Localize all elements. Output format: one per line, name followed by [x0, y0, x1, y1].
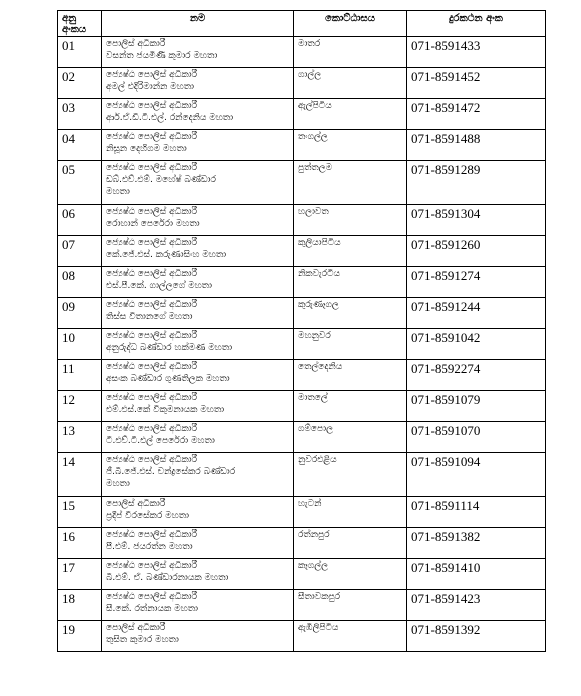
phone-cell: 071-8591289: [407, 161, 546, 205]
phone-cell: 071-8591488: [407, 130, 546, 161]
division-cell: නිකවැරටිය: [294, 267, 407, 298]
header-division: කොට්ඨාසය: [294, 11, 407, 37]
phone-cell: 071-8591260: [407, 236, 546, 267]
officer-name-cell: [102, 329, 294, 360]
officer-name-line: ටී.එච්.ටී.එල් පෙරේරා මහතා: [106, 436, 215, 446]
officer-name-cell: [102, 497, 294, 528]
officer-rank: පොලිස් අධිකාරී: [106, 499, 166, 509]
officer-rank: ජ්‍යෙෂ්ඨ පොලිස් අධිකාරී: [106, 561, 198, 571]
division-cell: කුරුණෑගල: [294, 298, 407, 329]
table-row: [58, 453, 546, 497]
table-row: [58, 68, 546, 99]
table-row: [58, 528, 546, 559]
phone-cell: 071-8591244: [407, 298, 546, 329]
division-cell: පුත්තලම: [294, 161, 407, 205]
officer-name-line: ඩබ්.එච්.එම්. මහේෂ් බණ්ඩාර: [106, 175, 216, 185]
division-cell: ඇල්පිටිය: [294, 99, 407, 130]
officer-name-line: තුසිත කුමාර මහතා: [106, 635, 179, 645]
officer-rank: ජ්‍යෙෂ්ඨ පොලිස් අධිකාරී: [106, 70, 198, 80]
officer-rank: ජ්‍යෙෂ්ඨ පොලිස් අධිකාරී: [106, 393, 198, 403]
row-number: 11: [58, 360, 102, 391]
table-row: [58, 360, 546, 391]
row-number: 10: [58, 329, 102, 360]
division-cell: මහනුවර: [294, 329, 407, 360]
officer-name-cell: [102, 422, 294, 453]
division-cell: හැටන්: [294, 497, 407, 528]
header-phone: දුරකථන අංක: [407, 11, 546, 37]
phone-cell: 071-8591042: [407, 329, 546, 360]
officer-rank: පොලිස් අධිකාරී: [106, 39, 166, 49]
officer-rank: ජ්‍යෙෂ්ඨ පොලිස් අධිකාරී: [106, 455, 198, 465]
table-row: [58, 130, 546, 161]
officer-name-cell: [102, 528, 294, 559]
phone-cell: 071-8591472: [407, 99, 546, 130]
table-row: [58, 205, 546, 236]
division-cell: ඇඹිලිපිටිය: [294, 621, 407, 652]
row-number: 09: [58, 298, 102, 329]
officer-name-line: ජී.බී.ජේ.එස්. චන්ද්‍රසේකර බණ්ඩාර: [106, 467, 236, 477]
row-number: 19: [58, 621, 102, 652]
table-row: [58, 298, 546, 329]
officer-name-line: එම්.එස්.කේ විකුමනායක මහතා: [106, 405, 225, 415]
officer-name-line: පී.එම්. ජයරත්න මහතා: [106, 542, 193, 552]
phone-cell: 071-8591070: [407, 422, 546, 453]
officer-rank: ජ්‍යෙෂ්ඨ පොලිස් අධිකාරී: [106, 300, 198, 310]
table-row: [58, 329, 546, 360]
officer-rank: ජ්‍යෙෂ්ඨ පොලිස් අධිකාරී: [106, 101, 198, 111]
table-row: [58, 391, 546, 422]
row-number: 08: [58, 267, 102, 298]
officer-name-line: අසංක බණ්ඩාර ගුණතිලක මහතා: [106, 374, 230, 384]
officer-name-cell: [102, 590, 294, 621]
row-number: 03: [58, 99, 102, 130]
phone-cell: 071-8591114: [407, 497, 546, 528]
officer-rank: පොලිස් අධිකාරී: [106, 623, 166, 633]
division-cell: මාතර: [294, 37, 407, 68]
officer-name-line: සී.කේ. රත්නායක මහතා: [106, 604, 198, 614]
phone-cell: 071-8592274: [407, 360, 546, 391]
row-number: 07: [58, 236, 102, 267]
table-row: [58, 422, 546, 453]
row-number: 12: [58, 391, 102, 422]
division-cell: ගම්පොල: [294, 422, 407, 453]
phone-cell: 071-8591423: [407, 590, 546, 621]
officer-name-line: එස්.පී.කේ. ගාල්ලගේ මහතා: [106, 281, 212, 291]
officer-name-cell: [102, 161, 294, 205]
row-number: 13: [58, 422, 102, 453]
phone-cell: 071-8591433: [407, 37, 546, 68]
phone-cell: 071-8591452: [407, 68, 546, 99]
officer-name-line: මහතා: [106, 187, 130, 197]
table-row: [58, 236, 546, 267]
officer-name-cell: [102, 621, 294, 652]
division-cell: තංගල්ල: [294, 130, 407, 161]
officer-rank: ජ්‍යෙෂ්ඨ පොලිස් අධිකාරී: [106, 238, 198, 248]
officer-name-line: රොහාන් පෙරේරා මහතා: [106, 219, 200, 229]
row-number: 06: [58, 205, 102, 236]
table-row: [58, 37, 546, 68]
officer-name-cell: [102, 298, 294, 329]
officer-name-line: වසන්ත ජයමිණි කුමාර මහතා: [106, 51, 218, 61]
officer-rank: ජ්‍යෙෂ්ඨ පොලිස් අධිකාරී: [106, 530, 198, 540]
row-number: 15: [58, 497, 102, 528]
phone-cell: 071-8591304: [407, 205, 546, 236]
officer-rank: ජ්‍යෙෂ්ඨ පොලිස් අධිකාරී: [106, 362, 198, 372]
officer-name-cell: [102, 391, 294, 422]
officer-rank: ජ්‍යෙෂ්ඨ පොලිස් අධිකාරී: [106, 424, 198, 434]
division-cell: මාතලේ: [294, 391, 407, 422]
row-number: 02: [58, 68, 102, 99]
table-row: [58, 267, 546, 298]
officer-name-line: තිස්ස විතානගේ මහතා: [106, 312, 193, 322]
header-name: නම: [102, 11, 294, 37]
officer-name-cell: [102, 68, 294, 99]
header-no: අනු අංකය: [58, 11, 102, 37]
division-cell: රත්නපුර: [294, 528, 407, 559]
row-number: 01: [58, 37, 102, 68]
phone-cell: 071-8591410: [407, 559, 546, 590]
row-number: 16: [58, 528, 102, 559]
table-row: [58, 559, 546, 590]
table-row: [58, 161, 546, 205]
officer-name-cell: [102, 559, 294, 590]
officer-rank: ජ්‍යෙෂ්ඨ පොලිස් අධිකාරී: [106, 331, 198, 341]
officer-name-line: නිසූන දෙහිගම මහතා: [106, 144, 187, 154]
table-row: [58, 621, 546, 652]
officer-name-cell: [102, 130, 294, 161]
phone-cell: 071-8591094: [407, 453, 546, 497]
officer-name-line: මහතා: [106, 479, 130, 489]
phone-cell: 071-8591274: [407, 267, 546, 298]
officer-name-line: ප්‍රදීප් වීරසේකර මහතා: [106, 511, 189, 521]
officer-name-cell: [102, 453, 294, 497]
division-cell: කෑගල්ල: [294, 559, 407, 590]
division-cell: සීතාවකපුර: [294, 590, 407, 621]
row-number: 04: [58, 130, 102, 161]
officer-name-line: බී.එම්. ඒ. බණ්ඩාරනායක මහතා: [106, 573, 229, 583]
officer-name-cell: [102, 99, 294, 130]
table-row: [58, 497, 546, 528]
row-number: 14: [58, 453, 102, 497]
row-number: 05: [58, 161, 102, 205]
table-row: [58, 590, 546, 621]
officer-rank: ජ්‍යෙෂ්ඨ පොලිස් අධිකාරී: [106, 132, 198, 142]
officer-rank: ජ්‍යෙෂ්ඨ පොලිස් අධිකාරී: [106, 163, 198, 173]
officer-name-line: කේ.ජේ.එස්. කරුණාසිංහ මහතා: [106, 250, 227, 260]
division-cell: ගාල්ල: [294, 68, 407, 99]
contacts-table: [57, 10, 546, 652]
phone-cell: 071-8591079: [407, 391, 546, 422]
officer-name-cell: [102, 236, 294, 267]
table-row: [58, 99, 546, 130]
header-row: [58, 11, 546, 37]
division-cell: හලාවත: [294, 205, 407, 236]
phone-cell: 071-8591392: [407, 621, 546, 652]
division-cell: තෙල්දෙනිය: [294, 360, 407, 391]
officer-name-cell: [102, 267, 294, 298]
division-cell: නුවරඑළිය: [294, 453, 407, 497]
officer-name-line: ආර්.ඒ.ඩී.ටී.එල්. රන්දෙනිය මහතා: [106, 113, 234, 123]
officer-name-line: අනුරුද්ධ බණ්ඩාර හක්මණ මහතා: [106, 343, 233, 353]
officer-name-cell: [102, 205, 294, 236]
officer-rank: ජ්‍යෙෂ්ඨ පොලිස් අධිකාරී: [106, 592, 198, 602]
officer-name-cell: [102, 360, 294, 391]
table-body: [58, 37, 546, 652]
officer-name-cell: [102, 37, 294, 68]
officer-rank: ජ්‍යෙෂ්ඨ පොලිස් අධිකාරී: [106, 269, 198, 279]
phone-cell: 071-8591382: [407, 528, 546, 559]
division-cell: කුලියාපිටිය: [294, 236, 407, 267]
officer-name-line: අමල් එදිරිමාන්න මහතා: [106, 82, 195, 92]
officer-rank: ජ්‍යෙෂ්ඨ පොලිස් අධිකාරී: [106, 207, 198, 217]
row-number: 18: [58, 590, 102, 621]
row-number: 17: [58, 559, 102, 590]
